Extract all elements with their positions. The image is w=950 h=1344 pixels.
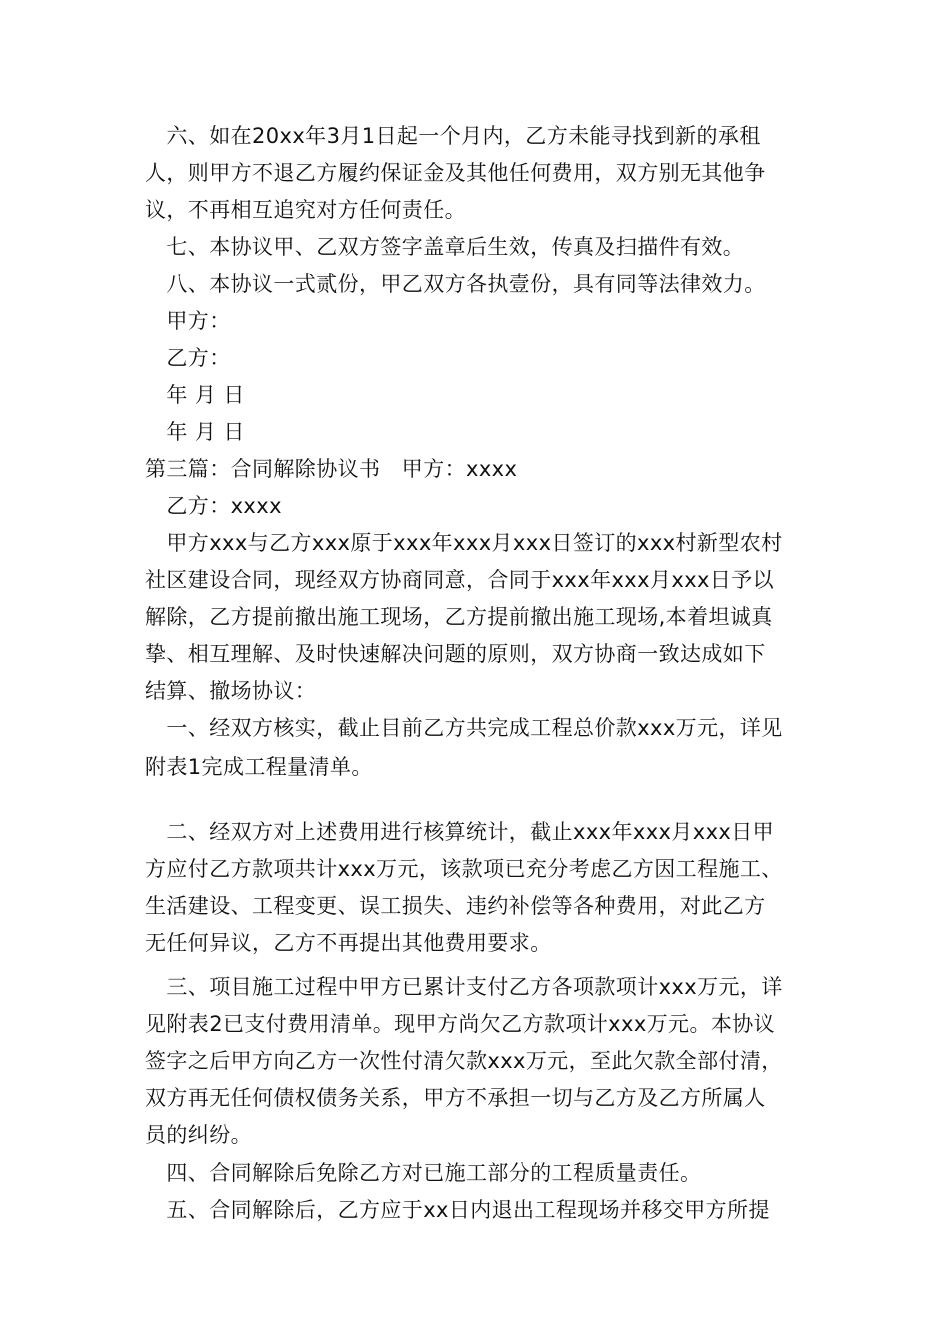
paragraph-line: 双方再无任何债权债务关系，甲方不承担一切与乙方及乙方所属人 [145,1086,766,1110]
paragraph-line: 二、经双方对上述费用进行核算统计，截止xxx年xxx月xxx日甲 [145,820,775,844]
paragraph-line: 解除，乙方提前撤出施工现场，乙方提前撤出施工现场,本着坦诚真 [145,605,773,629]
signature-party-b: 乙方： [145,346,231,370]
paragraph-line: 甲方xxx与乙方xxx原于xxx年xxx月xxx日签订的xxx村新型农村 [145,531,783,555]
paragraph-line: 四、合同解除后免除乙方对已施工部分的工程质量责任。 [145,1161,702,1185]
paragraph-line: 七、本协议甲、乙双方签字盖章后生效，传真及扫描件有效。 [145,235,745,259]
paragraph-line: 挚、相互理解、及时快速解决问题的原则，双方协商一致达成如下 [145,642,766,666]
signature-party-a: 甲方： [145,309,231,333]
paragraph-line: 方应付乙方款项共计xxx万元，该款项已充分考虑乙方因工程施工、 [145,857,783,881]
paragraph-line: 无任何异议，乙方不再提出其他费用要求。 [145,931,552,955]
paragraph-line: 一、经双方核实，截止目前乙方共完成工程总价款xxx万元，详见 [145,716,783,740]
signature-date: 年 月 日 [145,420,245,444]
paragraph-line: 结算、撤场协议： [145,679,317,703]
paragraph-line: 三、项目施工过程中甲方已累计支付乙方各项款项计xxx万元，详 [145,975,783,999]
paragraph-line: 人，则甲方不退乙方履约保证金及其他任何费用，双方别无其他争 [145,161,766,185]
paragraph-line: 社区建设合同，现经双方协商同意，合同于xxx年xxx月xxx日予以 [145,568,775,592]
paragraph-line: 五、合同解除后，乙方应于xx日内退出工程现场并移交甲方所提 [145,1198,770,1222]
signature-date: 年 月 日 [145,383,245,407]
paragraph-line: 签字之后甲方向乙方一次性付清欠款xxx万元，至此欠款全部付清， [145,1049,783,1073]
paragraph-line: 议，不再相互追究对方任何责任。 [145,198,466,222]
paragraph-line: 八、本协议一式贰份，甲乙双方各执壹份，具有同等法律效力。 [145,272,766,296]
paragraph-line: 生活建设、工程变更、误工损失、违约补偿等各种费用，对此乙方 [145,894,766,918]
paragraph-line: 见附表2已支付费用清单。现甲方尚欠乙方款项计xxx万元。本协议 [145,1012,776,1036]
party-b-line: 乙方：xxxx [145,494,282,518]
section-heading: 第三篇：合同解除协议书 甲方：xxxx [145,457,518,481]
paragraph-line: 员的纠纷。 [145,1123,252,1147]
paragraph-line: 六、如在20xx年3月1日起一个月内，乙方未能寻找到新的承租 [145,124,761,148]
paragraph-line: 附表1完成工程量清单。 [145,755,373,779]
